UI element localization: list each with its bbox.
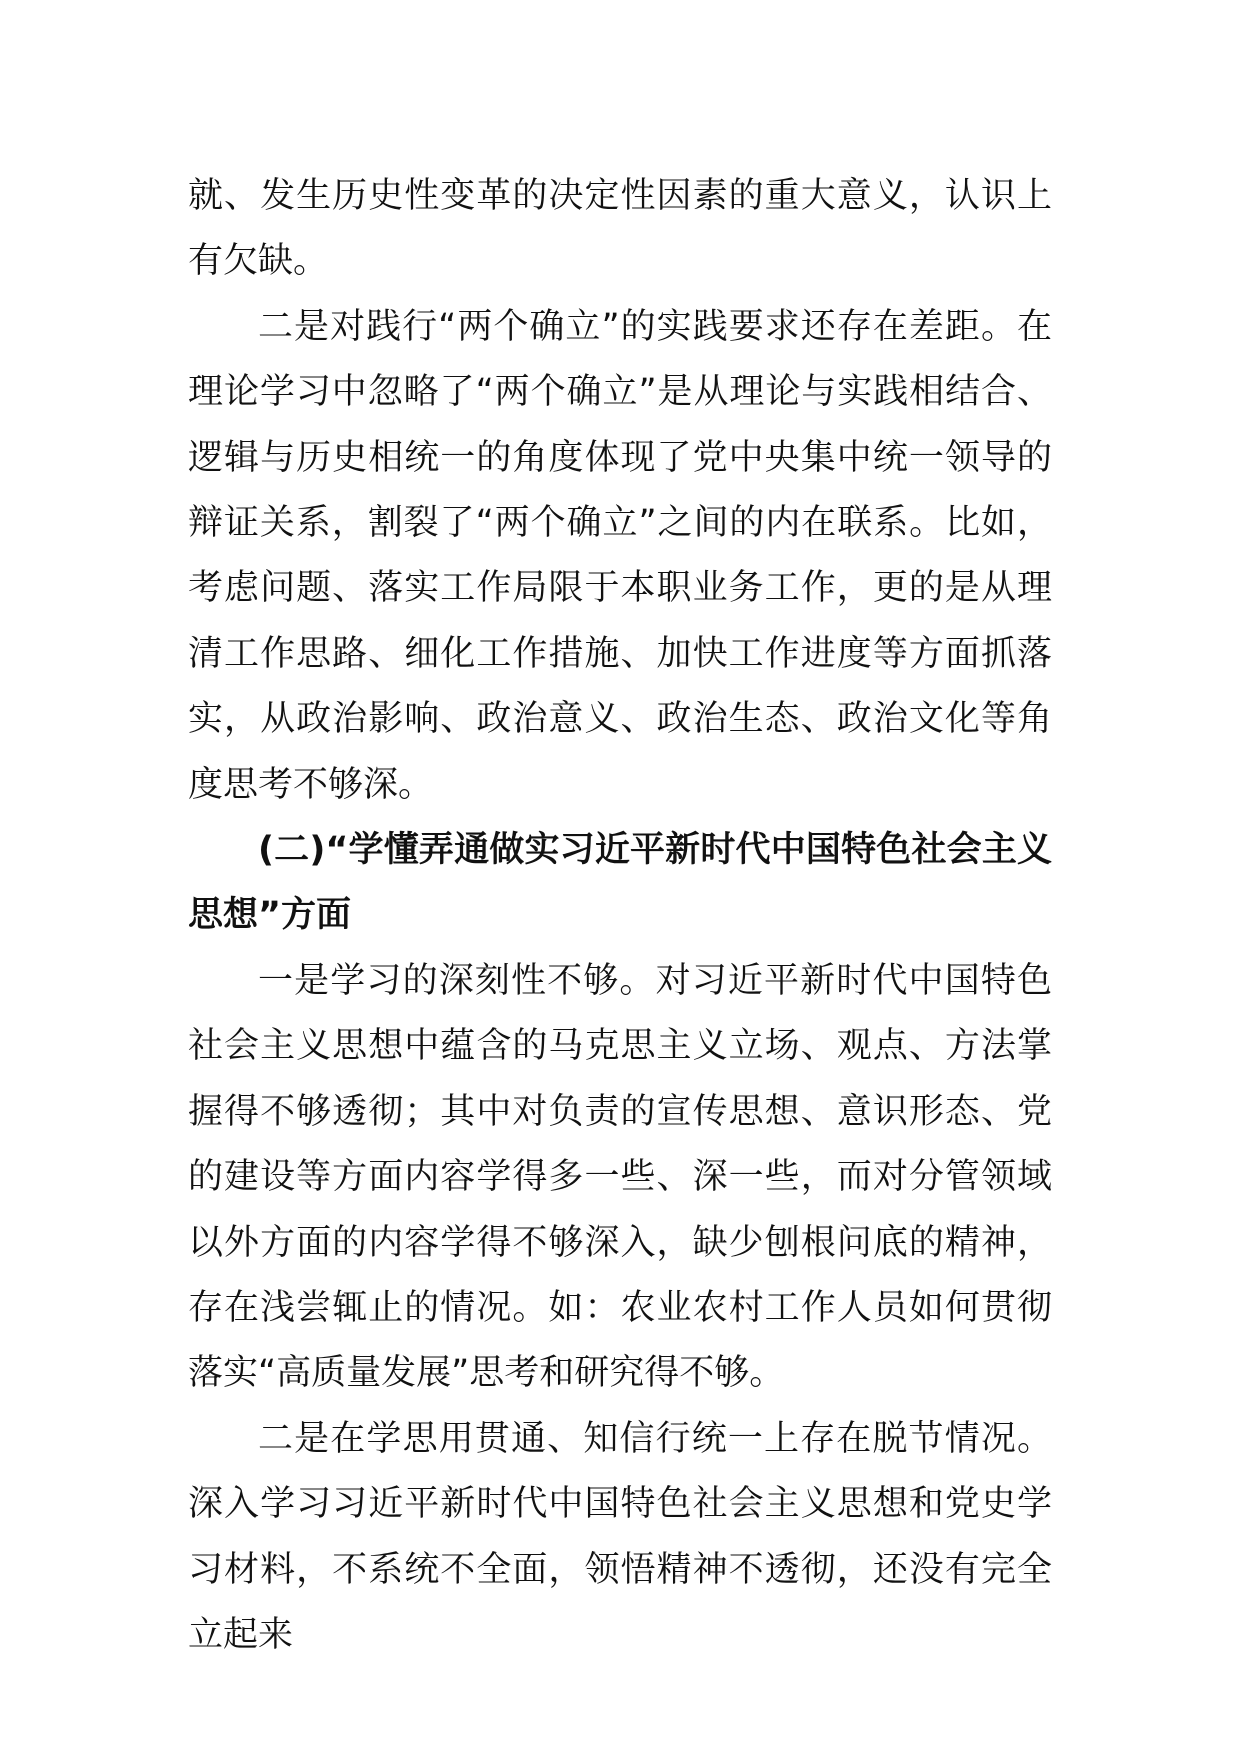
body-paragraph-2: 二是对践行“两个确立”的实践要求还存在差距。在理论学习中忽略了“两个确立”是从理论与实践相结合、逻辑与历史相统一的角度体现了党中央集中统一领导的辩证关系，割裂了“两个确立”之间的内在联系。比如，考虑问题、落实工作局限于本职业务工作，更的是从理清工作思路、细化工作措施、加快工作进度等方面抓落实，从政治影响、政治意义、政治生态、政治文化等角度思考不够深。 [188, 306, 1052, 805]
section-heading: (二)“学懂弄通做实习近平新时代中国特色社会主义思想”方面 [188, 830, 1052, 936]
body-paragraph-4: 二是在学思用贯通、知信行统一上存在脱节情况。深入学习习近平新时代中国特色社会主义思想和党史学习材料，不系统不全面，领悟精神不透彻，还没有完全立起来 [188, 1418, 1052, 1655]
document-page [188, 164, 1052, 1668]
body-paragraph-1: 就、发生历史性变革的决定性因素的重大意义，认识上有欠缺。 [188, 176, 1052, 282]
body-paragraph-3: 一是学习的深刻性不够。对习近平新时代中国特色社会主义思想中蕴含的马克思主义立场、观点、方法掌握得不够透彻；其中对负责的宣传思想、意识形态、党的建设等方面内容学得多一些、深一些，而对分管领域以外方面的内容学得不够深入，缺少刨根问底的精神，存在浅尝辄止的情况。如：农业农村工作人员如何贯彻落实“高质量发展”思考和研究得不够。 [188, 960, 1052, 1394]
